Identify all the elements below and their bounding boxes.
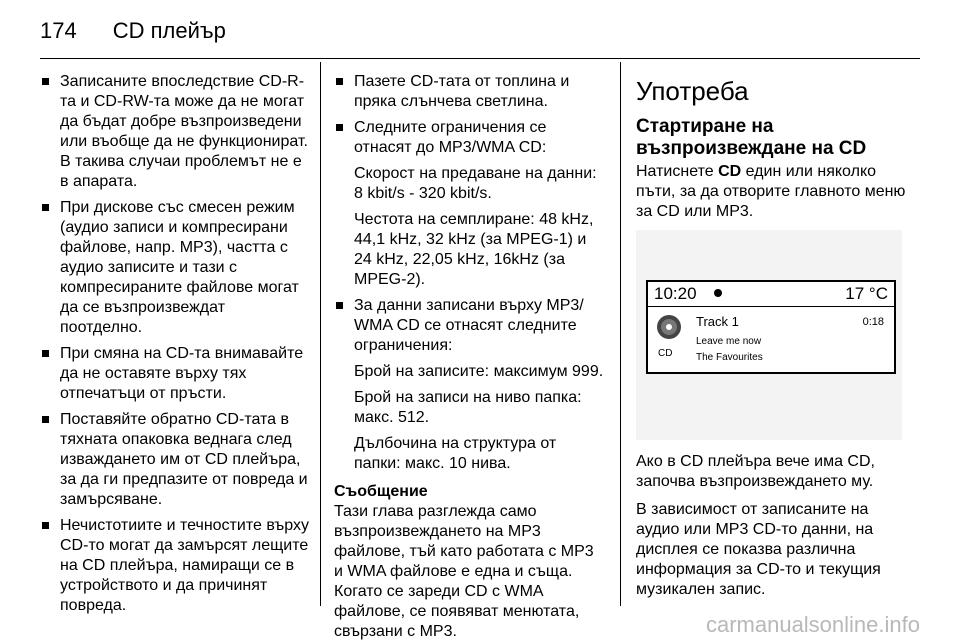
track-artist: Leave me now xyxy=(696,336,762,347)
column-2 xyxy=(334,72,606,642)
note-text: Тази глава разглежда само възпроизвеждането на MP3 файлове, тъй като работата с MP3 и WMA файлове е една и съща. Когато се зареди CD с WMA файлове, се появяват менютата, свързани с MP3. xyxy=(334,503,594,640)
column-divider xyxy=(620,62,621,606)
track-name: Track 1 xyxy=(696,314,739,329)
bullet-text: Брой на записите: максимум 999. xyxy=(354,363,604,380)
bullet-item xyxy=(40,344,310,404)
bullet-square-icon xyxy=(42,78,49,85)
bullet-text: Скорост на предаване на данни: 8 kbit/s - 320 kbit/s. xyxy=(354,165,597,202)
bullet-item xyxy=(40,410,310,510)
header-rule xyxy=(40,58,920,59)
bullet-list xyxy=(40,72,310,616)
column-3 xyxy=(636,72,906,608)
column-divider xyxy=(320,62,321,606)
cd-button-label: CD xyxy=(718,163,742,180)
bullet-item xyxy=(334,118,606,290)
intro-text: един или няколко пъти, за да отворите главното меню за CD или MP3. xyxy=(636,163,906,220)
bullet-item xyxy=(40,516,310,616)
bullet-text: Поставяйте обратно CD-тата в тяхната опаковка веднага след изваждането им от CD плейъра, за да ги предпазите от повреда и замърсяване. xyxy=(60,411,308,508)
page-header xyxy=(40,14,226,48)
intro-text: Натиснете xyxy=(636,163,719,180)
track-album: The Favourites xyxy=(696,352,763,363)
bullet-square-icon xyxy=(42,204,49,211)
bullet-square-icon xyxy=(42,522,49,529)
bullet-item xyxy=(40,72,310,192)
clock: 10:20 xyxy=(654,284,697,303)
watermark: carmanualsonline.info xyxy=(705,612,920,637)
column-1 xyxy=(40,72,310,622)
paragraph: В зависимост от записаните на аудио или MP3 CD-то данни, на дисплея се показва различна информация за CD-то и текущия музикален запис. xyxy=(636,501,881,598)
bullet-square-icon xyxy=(336,78,343,85)
sub-title: Стартиране на възпроизвеждане на CD xyxy=(636,116,867,159)
temperature: 17 °C xyxy=(845,284,888,303)
bullet-text: Брой на записи на ниво папка: макс. 512. xyxy=(354,389,582,426)
bullet-square-icon xyxy=(42,416,49,423)
bullet-text: Честота на семплиране: 48 kHz, 44,1 kHz, 32 kHz (за MPEG-1) и 24 kHz, 22,05 kHz, 16kHz (за MPEG-2). xyxy=(354,211,594,288)
paragraph: Ако в CD плейъра вече има CD, започва възпроизвеждането му. xyxy=(636,453,875,490)
bullet-item xyxy=(40,198,310,338)
intro-paragraph xyxy=(636,162,906,222)
dot-icon xyxy=(714,289,722,297)
bullet-text: Нечистотиите и течностите върху CD-то могат да замърсят лещите на CD плейъра, намиращи се в устройството и да причинят повреда. xyxy=(60,517,309,614)
bullet-item xyxy=(334,72,606,112)
bullet-text: При дискове със смесен режим (аудио записи и компресирани файлове, напр. MP3), частта с аудио записите и тази с компресираните файлове могат да се възпроизвеждат поотделно. xyxy=(60,199,299,336)
bullet-item xyxy=(334,296,606,474)
bullet-square-icon xyxy=(336,302,343,309)
display-illustration xyxy=(636,230,902,440)
bullet-text: Дълбочина на структура от папки: макс. 10 нива. xyxy=(354,435,557,472)
page-number: 174 xyxy=(40,18,77,43)
bullet-text: Следните ограничения се отнасят до MP3/WMA CD: xyxy=(354,119,547,156)
page-title: CD плейър xyxy=(112,18,226,43)
section-title: Употреба xyxy=(636,76,749,106)
bullet-list xyxy=(334,72,606,474)
elapsed-time: 0:18 xyxy=(862,316,884,328)
bullet-text: За данни записани върху MP3/ WMA CD се отнасят следните ограничения: xyxy=(354,297,584,354)
status-bar xyxy=(648,282,894,307)
bullet-text: Пазете CD-тата от топлина и пряка слънчева светлина. xyxy=(354,73,570,110)
bullet-text: Записаните впоследствие CD-R-та и CD-RW-та може да не могат да бъдат добре възпроизведени или въобще да не функционират. В такива случаи проблемът не е в апарата. xyxy=(60,73,308,190)
note-title: Съобщение xyxy=(334,483,428,500)
cd-disc-icon xyxy=(656,314,682,340)
bullet-square-icon xyxy=(336,124,343,131)
radio-display xyxy=(646,280,896,374)
bullet-text: При смяна на CD-та внимавайте да не оставяте върху тях отпечатъци от пръсти. xyxy=(60,345,304,402)
cd-label: CD xyxy=(658,348,673,359)
bullet-square-icon xyxy=(42,350,49,357)
